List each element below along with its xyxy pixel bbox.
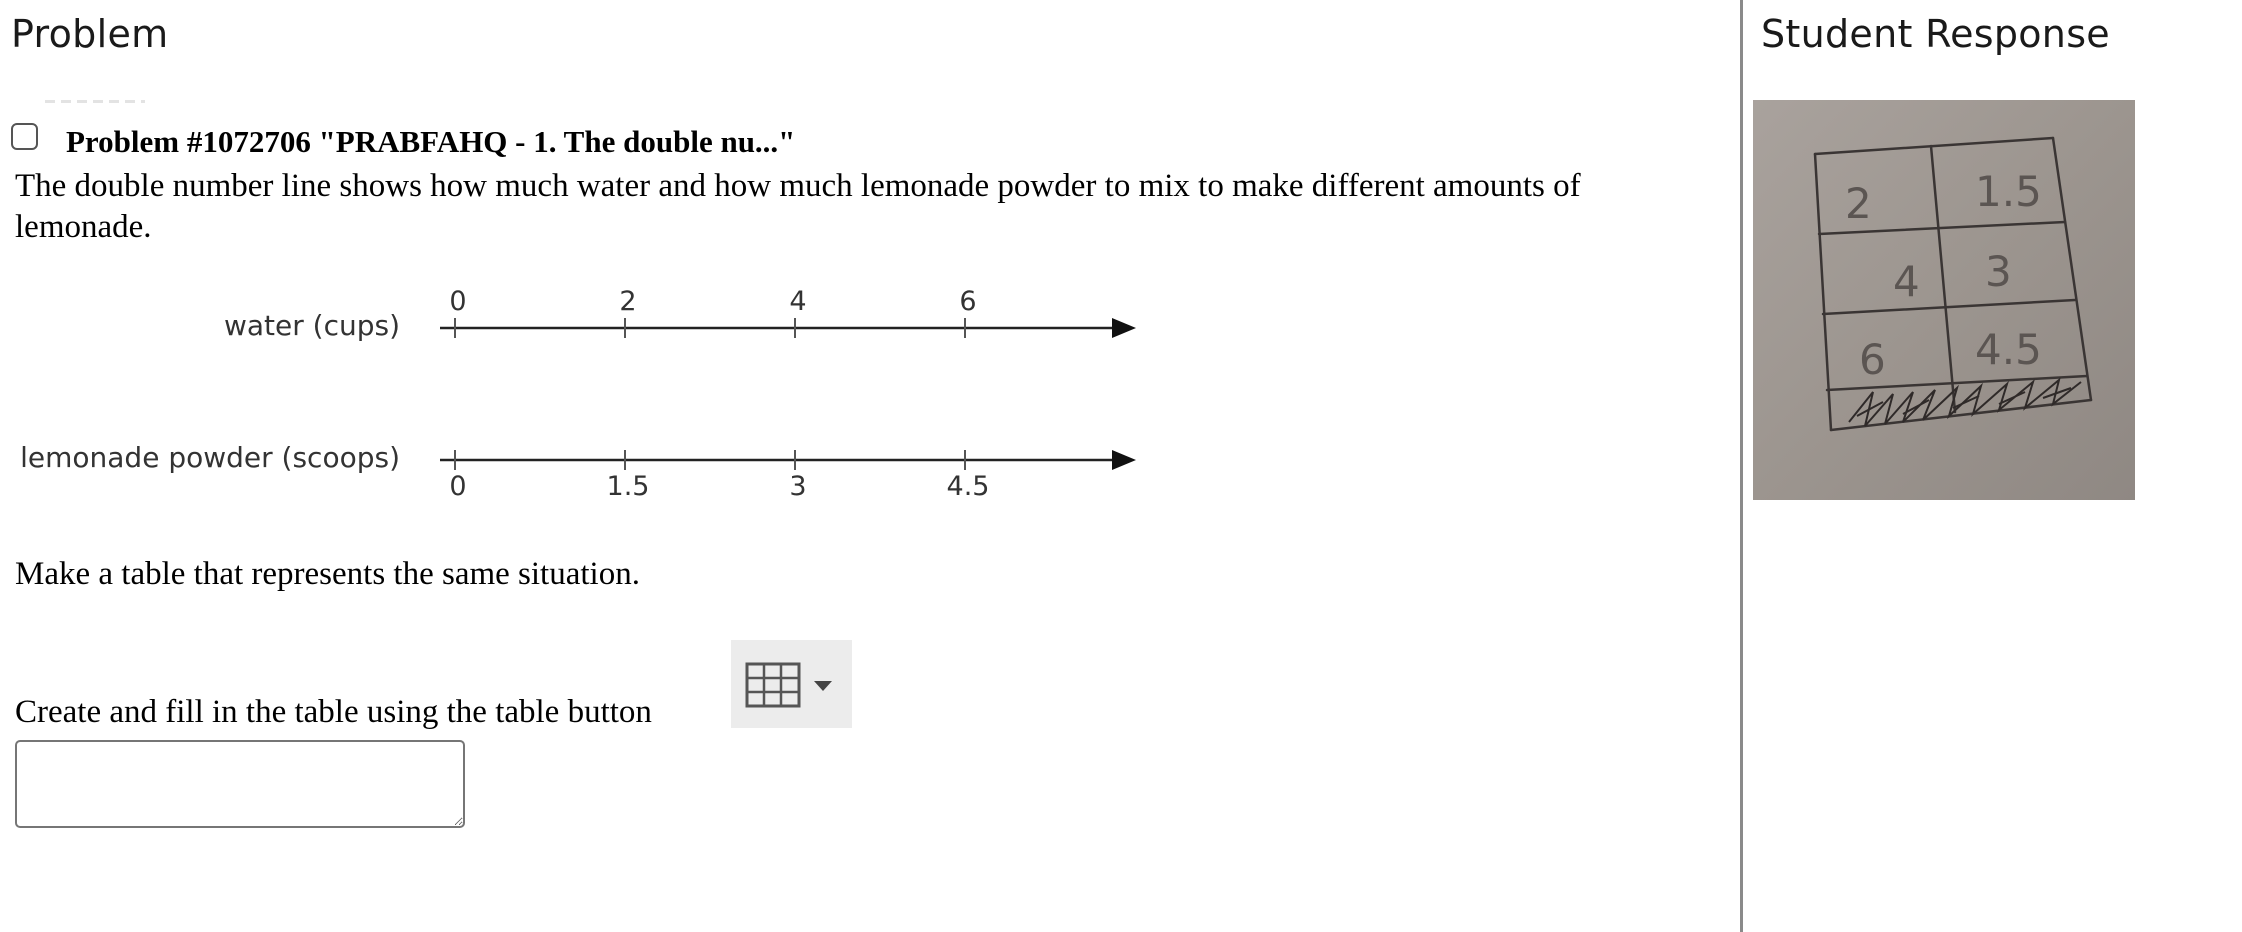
powder-axis-arrow-icon (1112, 450, 1136, 470)
student-response-photo (1753, 100, 2135, 500)
problem-pane-title: Problem (11, 12, 169, 56)
answer-textarea[interactable] (15, 740, 465, 828)
handwritten-cell: 6 (1859, 335, 1886, 384)
insert-table-button[interactable] (731, 640, 852, 728)
problem-header-row (11, 118, 795, 160)
powder-ticks (449, 450, 989, 502)
powder-tick-label: 4.5 (946, 471, 990, 502)
handwritten-cell: 2 (1845, 179, 1872, 228)
water-axis-arrow-icon (1112, 318, 1136, 338)
problem-description: The double number line shows how much water and how much lemonade powder to mix to make different amounts of lemonade. (15, 168, 1581, 245)
handwritten-cell: 4 (1893, 257, 1920, 306)
faint-divider (45, 100, 145, 103)
handwritten-cell: 4.5 (1975, 325, 2042, 374)
student-response-title: Student Response (1761, 12, 2110, 56)
powder-axis-label: lemonade powder (scoops) (20, 441, 400, 474)
handwritten-cell: 3 (1985, 247, 2012, 296)
water-tick-label: 0 (449, 286, 467, 317)
double-number-line (0, 280, 1160, 510)
powder-tick-label: 0 (449, 471, 467, 502)
water-axis-label: water (cups) (223, 309, 400, 342)
powder-tick-label: 3 (789, 471, 807, 502)
student-response-pane (1743, 0, 2242, 932)
water-tick-label: 4 (789, 286, 807, 317)
water-tick-label: 6 (959, 286, 977, 317)
handwritten-cell: 1.5 (1975, 167, 2042, 216)
caret-down-icon (814, 681, 832, 691)
problem-question: Make a table that represents the same situation. (15, 556, 640, 592)
water-ticks (449, 286, 976, 338)
problem-heading: Problem #1072706 "PRABFAHQ - 1. The double nu..." (66, 124, 796, 159)
problem-checkbox[interactable] (11, 123, 38, 150)
table-grid-icon (747, 664, 799, 706)
table-instruction: Create and fill in the table using the table button (15, 694, 652, 730)
water-tick-label: 2 (619, 286, 637, 317)
powder-tick-label: 1.5 (606, 471, 650, 502)
